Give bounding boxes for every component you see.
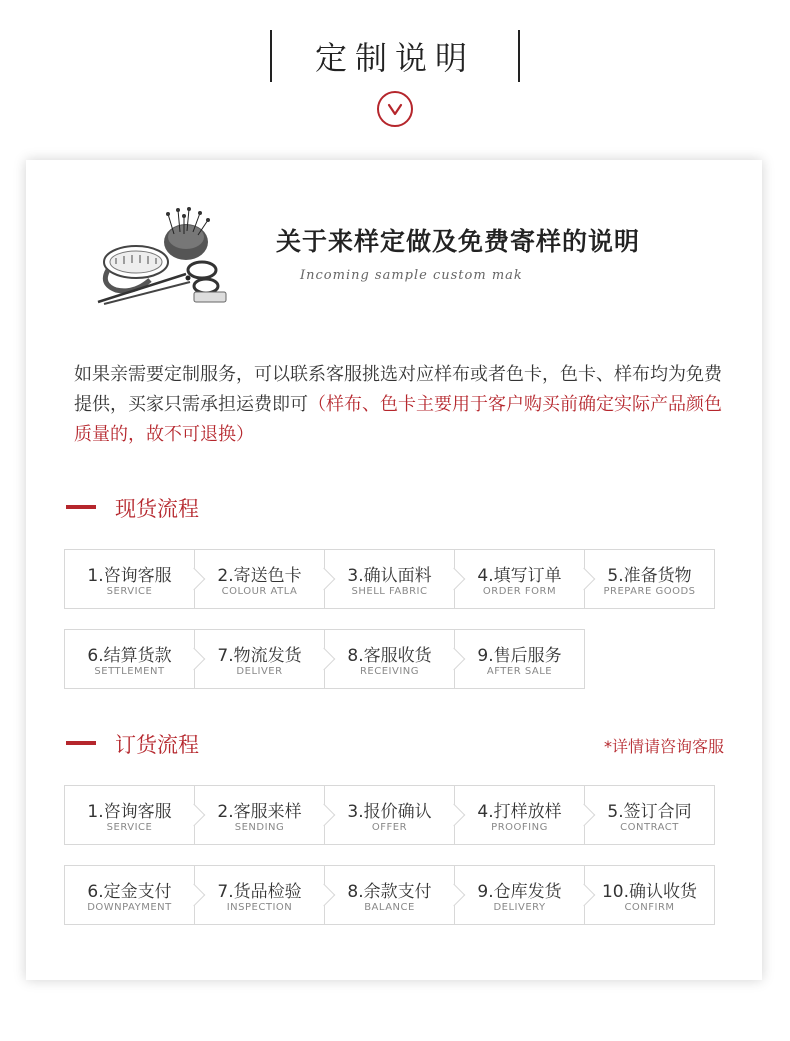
stock-steps-row-2 [64, 629, 584, 689]
step-label: 1.咨询客服 [87, 802, 172, 822]
step-english-label: DELIVER [236, 666, 283, 677]
step-english-label: SHELL FABRIC [351, 586, 428, 597]
step-english-label: SERVICE [106, 586, 153, 597]
order-steps-row-2 [64, 865, 714, 925]
step-label: 8.客服收货 [347, 646, 432, 666]
process-step [584, 785, 715, 845]
step-label: 4.填写订单 [477, 566, 562, 586]
step-english-label: INSPECTION [226, 902, 293, 913]
step-label: 5.签订合同 [607, 802, 692, 822]
step-english-label: AFTER SALE [486, 666, 553, 677]
step-label: 6.结算货款 [87, 646, 172, 666]
intro-title: 关于来样定做及免费寄样的说明 [276, 227, 641, 256]
intro-paragraph [74, 360, 724, 450]
step-english-label: DELIVERY [493, 902, 546, 913]
step-label: 1.咨询客服 [87, 566, 172, 586]
process-step [324, 865, 455, 925]
step-english-label: OFFER [371, 822, 408, 833]
chevron-down-icon [377, 91, 413, 127]
step-label: 3.确认面料 [347, 566, 432, 586]
intro-paragraph-note: （样布、色卡主要用于客户购买前确定实际产品颜色质量的，故不可退换） [74, 394, 722, 445]
step-english-label: PREPARE GOODS [603, 586, 696, 597]
order-section-bar [66, 741, 96, 745]
intro-subtitle: Incoming sample custom mak [300, 268, 523, 283]
page-title: 定制说明 [314, 39, 475, 77]
process-step [194, 865, 325, 925]
order-steps-row-1 [64, 785, 714, 845]
step-english-label: DOWNPAYMENT [87, 902, 172, 913]
step-label: 5.准备货物 [607, 566, 692, 586]
step-english-label: CONTRACT [620, 822, 679, 833]
step-label: 10.确认收货 [601, 882, 698, 902]
process-step [454, 865, 585, 925]
process-step [584, 549, 715, 609]
process-step [194, 785, 325, 845]
process-step [324, 629, 455, 689]
sewing-tools-icon [94, 204, 234, 308]
step-english-label: RECEIVING [359, 666, 420, 677]
process-step [194, 629, 325, 689]
process-step [64, 865, 195, 925]
step-english-label: SETTLEMENT [94, 666, 165, 677]
step-english-label: BALANCE [364, 902, 415, 913]
stock-steps-row-1 [64, 549, 714, 609]
step-label: 7.物流发货 [217, 646, 302, 666]
step-label: 2.寄送色卡 [217, 566, 302, 586]
stock-section-bar [66, 505, 96, 509]
process-step [194, 549, 325, 609]
content-card [26, 160, 762, 980]
step-label: 3.报价确认 [347, 802, 432, 822]
title-right-bar [518, 30, 520, 82]
process-step [64, 549, 195, 609]
step-label: 2.客服来样 [217, 802, 302, 822]
process-step [324, 785, 455, 845]
order-section-note: *详情请咨询客服 [603, 737, 724, 756]
process-step [454, 549, 585, 609]
intro-paragraph-main: 如果亲需要定制服务，可以联系客服挑选对应样布或者色卡，色卡、样布均为免费提供，买家只需承担运费即可 [74, 364, 722, 415]
step-label: 9.售后服务 [477, 646, 562, 666]
step-english-label: CONFIRM [624, 902, 675, 913]
process-step [64, 629, 195, 689]
step-label: 4.打样放样 [477, 802, 562, 822]
step-label: 9.仓库发货 [477, 882, 562, 902]
stock-section-title: 现货流程 [115, 497, 199, 521]
step-english-label: PROOFING [491, 822, 548, 833]
step-label: 8.余款支付 [347, 882, 432, 902]
step-english-label: COLOUR ATLA [221, 586, 298, 597]
process-step [584, 865, 715, 925]
step-english-label: SERVICE [106, 822, 153, 833]
step-label: 6.定金支付 [87, 882, 172, 902]
order-section-title: 订货流程 [115, 733, 199, 757]
step-english-label: ORDER FORM [482, 586, 557, 597]
process-step [454, 785, 585, 845]
process-step [324, 549, 455, 609]
page-header [0, 0, 790, 140]
process-step [64, 785, 195, 845]
step-english-label: SENDING [234, 822, 285, 833]
step-label: 7.货品检验 [217, 882, 302, 902]
process-step [454, 629, 585, 689]
